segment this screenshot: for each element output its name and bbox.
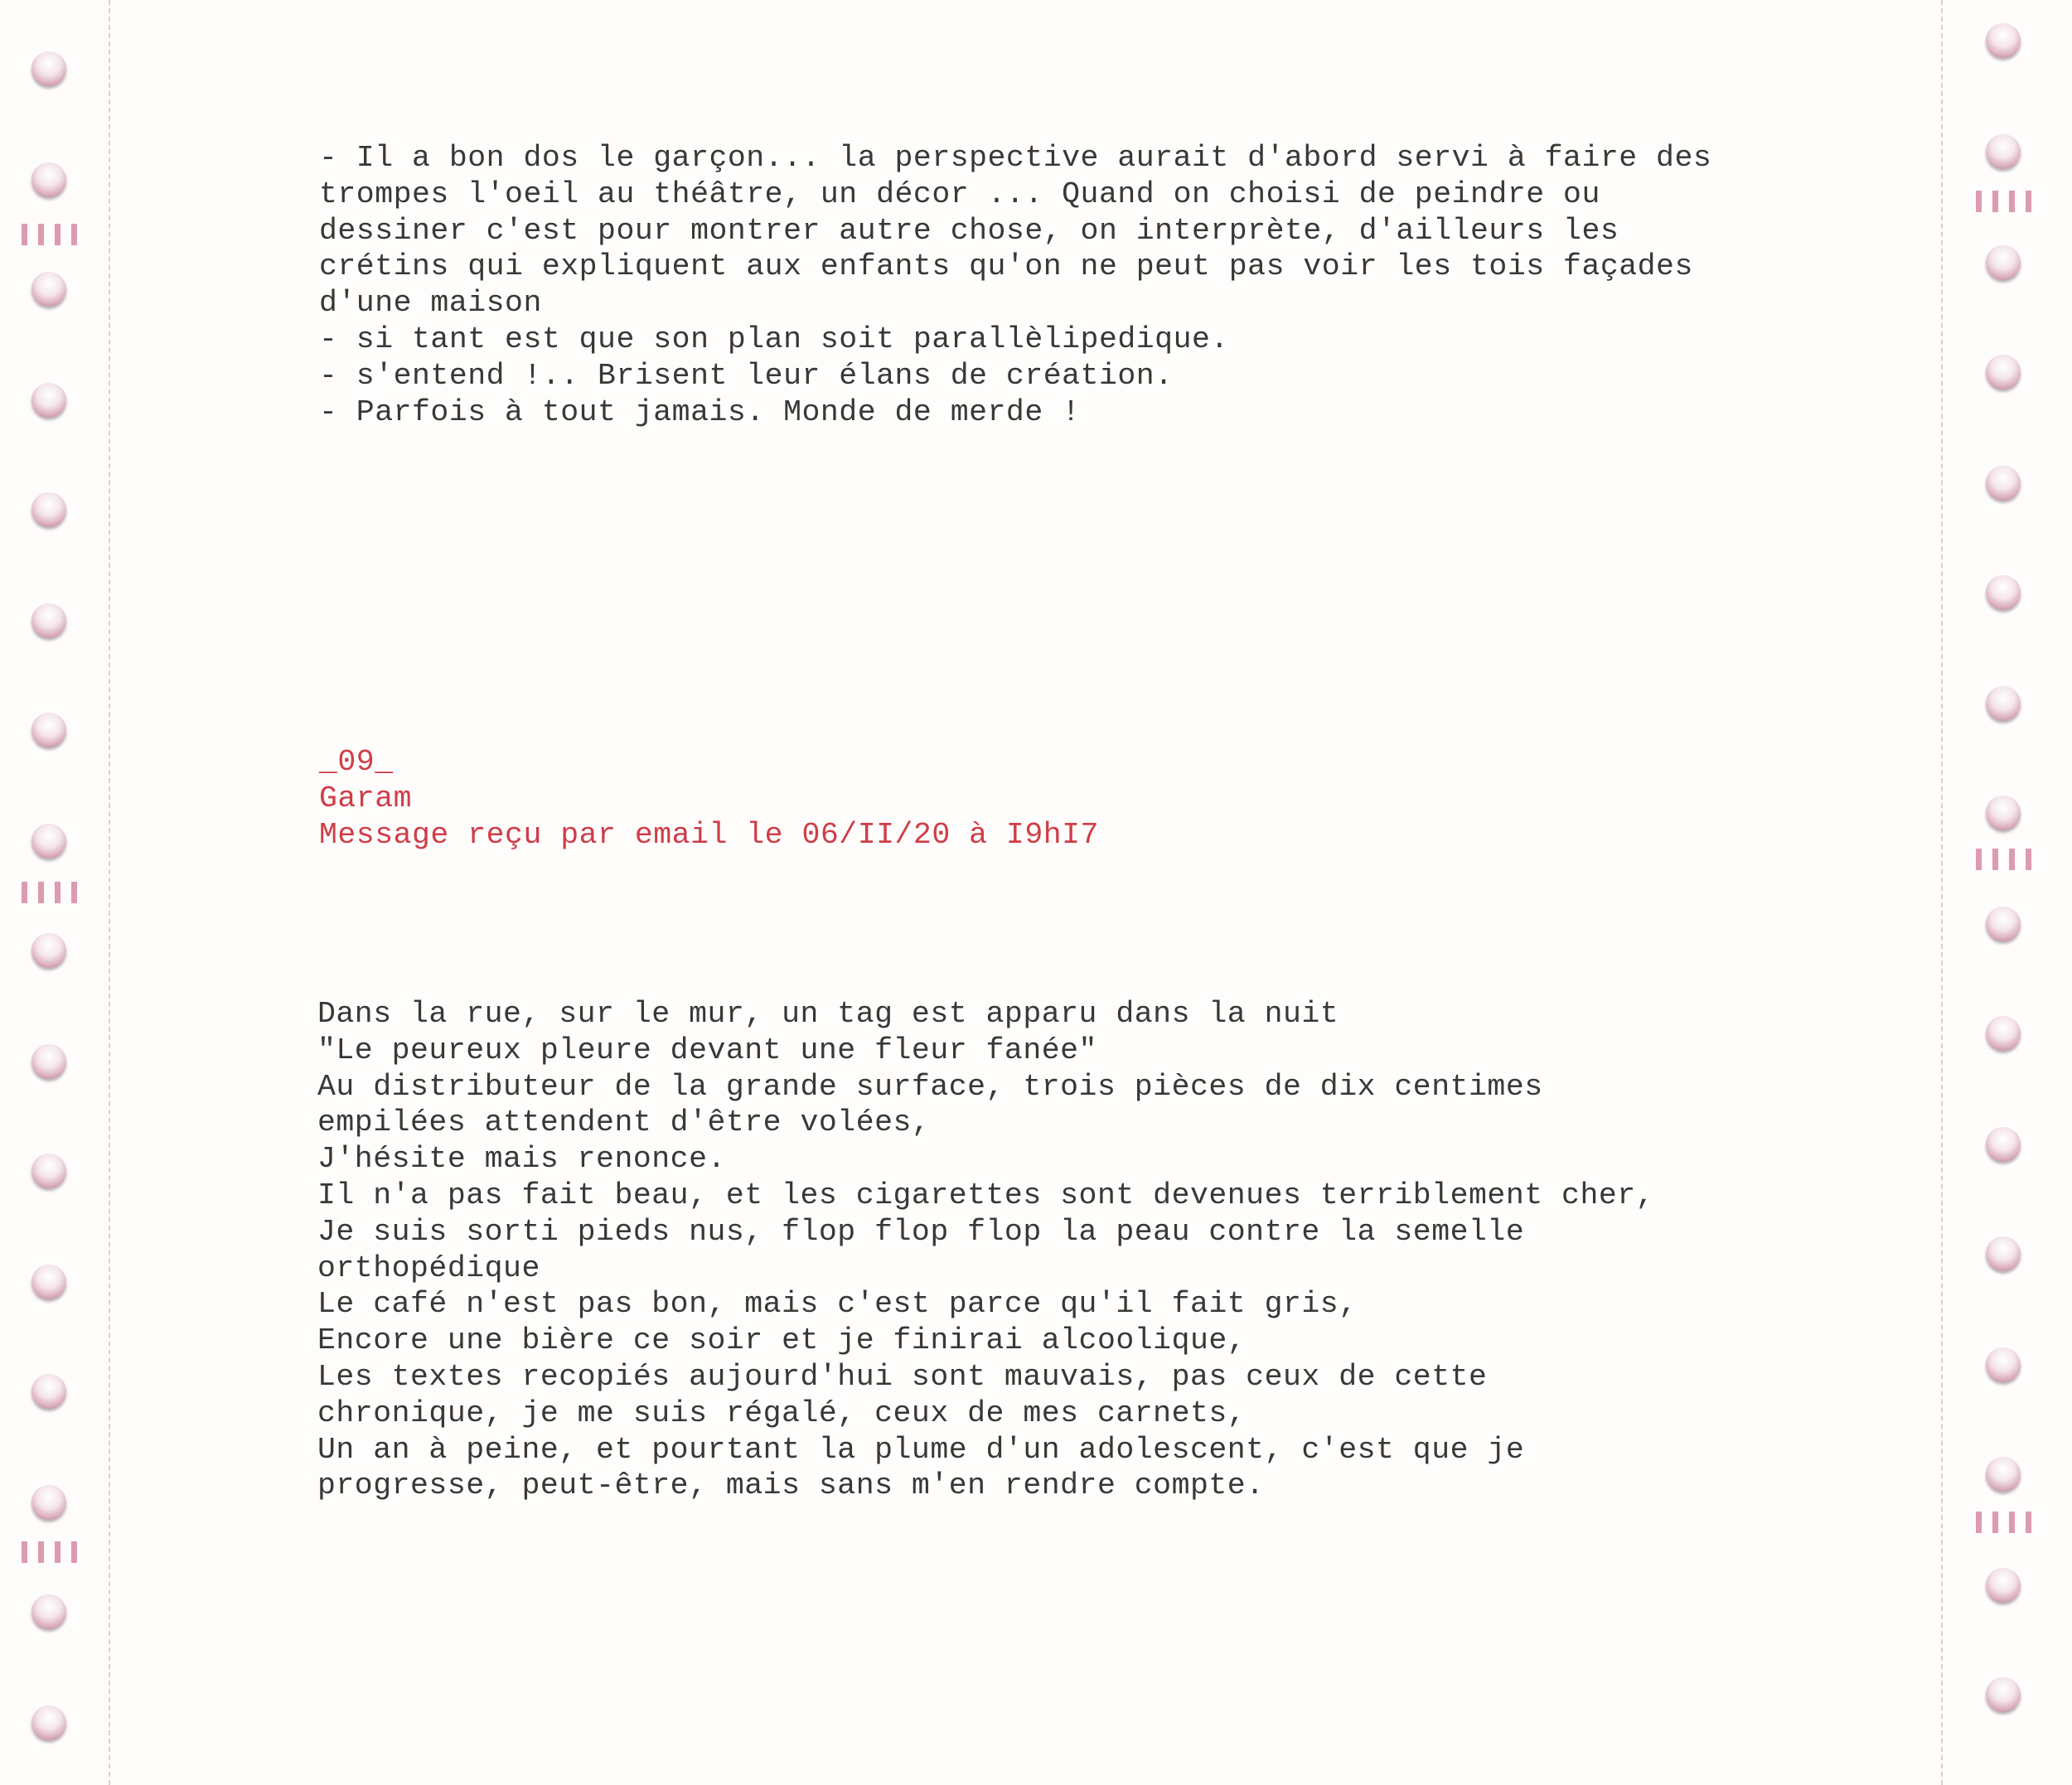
feed-hole: [1986, 686, 2021, 721]
message-line: orthopédique: [317, 1250, 540, 1285]
message-line: Le café n'est pas bon, mais c'est parce qu'il fait gris,: [317, 1287, 1358, 1322]
perforation-marks: [22, 882, 81, 903]
entry-received: Message reçu par email le 06/II/20 à I9hI7: [319, 818, 1099, 852]
feed-hole: [31, 383, 66, 418]
feed-hole: [31, 1265, 66, 1299]
dialogue-line: - Il a bon dos le garçon... la perspective aurait d'abord servi à faire des: [319, 141, 1712, 175]
dialogue-line: - s'entend !.. Brisent leur élans de création.: [319, 358, 1174, 393]
feed-hole: [1986, 1127, 2021, 1162]
right-perforation-line: [1941, 0, 1943, 1785]
feed-hole: [31, 492, 66, 527]
message-line: chronique, je me suis régalé, ceux de mes carnets,: [317, 1396, 1247, 1430]
feed-hole: [1986, 796, 2021, 830]
feed-hole: [1986, 1016, 2021, 1051]
feed-hole: [1986, 355, 2021, 389]
feed-hole: [31, 603, 66, 638]
feed-hole: [1986, 1568, 2021, 1603]
feed-hole: [31, 824, 66, 859]
message-line: Je suis sorti pieds nus, flop flop flop la peau contre la semelle: [317, 1214, 1525, 1249]
feed-hole: [31, 162, 66, 197]
dialogue-line: crétins qui expliquent aux enfants qu'on ne peut pas voir les tois façades: [319, 249, 1693, 284]
feed-hole: [31, 1485, 66, 1520]
left-perforation-line: [109, 0, 110, 1785]
feed-hole: [1986, 1236, 2021, 1271]
message-line: Il n'a pas fait beau, et les cigarettes sont devenues terriblement cher,: [317, 1178, 1655, 1212]
perforation-marks: [22, 224, 81, 245]
feed-hole: [31, 1594, 66, 1629]
message-line: "Le peureux pleure devant une fleur fanée": [317, 1033, 1097, 1067]
message-line: progresse, peut-être, mais sans m'en rendre compte.: [317, 1468, 1265, 1503]
dialogue-line: - Parfois à tout jamais. Monde de merde !: [319, 394, 1081, 429]
perforation-marks: [22, 1541, 81, 1563]
feed-hole: [31, 51, 66, 86]
dialogue-line: dessiner c'est pour montrer autre chose, on interprète, d'ailleurs les: [319, 213, 1619, 248]
feed-hole: [1986, 466, 2021, 501]
message-line: Encore une bière ce soir et je finirai alcoolique,: [317, 1323, 1247, 1358]
feed-hole: [31, 272, 66, 307]
perforation-marks: [1976, 1512, 2036, 1533]
feed-hole: [1986, 134, 2021, 169]
feed-hole: [31, 1705, 66, 1740]
message-line: Au distributeur de la grande surface, trois pièces de dix centimes: [317, 1069, 1543, 1104]
feed-hole: [1986, 1347, 2021, 1382]
message-line: empilées attendent d'être volées,: [317, 1105, 931, 1140]
feed-hole: [1986, 575, 2021, 610]
entry-name: Garam: [319, 781, 413, 815]
feed-hole: [31, 1374, 66, 1409]
message-line: Les textes recopiés aujourd'hui sont mauvais, pas ceux de cette: [317, 1359, 1488, 1394]
feed-hole: [1986, 1677, 2021, 1712]
feed-hole: [31, 933, 66, 968]
message-line: Dans la rue, sur le mur, un tag est apparu dans la nuit: [317, 997, 1339, 1031]
dialogue-line: trompes l'oeil au théâtre, un décor ... Quand on choisi de peindre ou: [319, 177, 1600, 211]
message-block: [317, 996, 1654, 1504]
entry-header: [319, 744, 1099, 854]
perforation-marks: [1976, 191, 2036, 212]
feed-hole: [31, 713, 66, 747]
dialogue-line: - si tant est que son plan soit parallèlipedique.: [319, 322, 1229, 356]
feed-hole: [31, 1044, 66, 1079]
message-line: Un an à peine, et pourtant la plume d'un adolescent, c'est que je: [317, 1432, 1525, 1467]
feed-hole: [1986, 907, 2021, 941]
entry-number: _09_: [319, 745, 394, 779]
feed-hole: [1986, 23, 2021, 58]
message-line: J'hésite mais renonce.: [317, 1142, 726, 1177]
dialogue-line: d'une maison: [319, 286, 542, 321]
feed-hole: [1986, 1457, 2021, 1492]
feed-hole: [1986, 245, 2021, 280]
dialogue-block: [319, 140, 1711, 430]
feed-hole: [31, 1154, 66, 1188]
perforation-marks: [1976, 849, 2036, 870]
